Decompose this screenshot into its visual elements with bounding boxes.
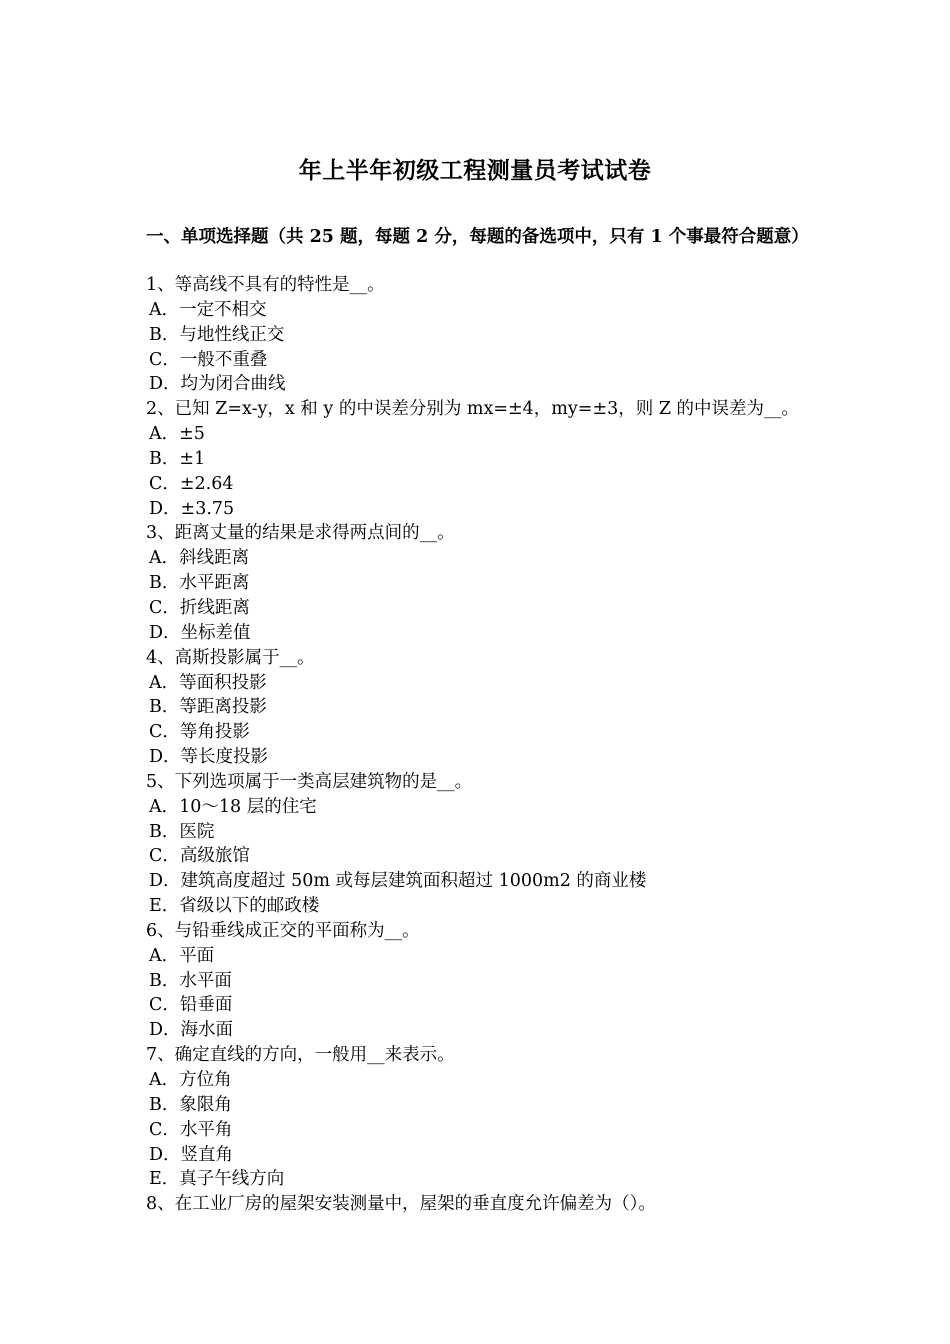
question-stem-2: 2、已知 Z=x-y，x 和 y 的中误差分别为 mx=±4，my=±3，则 Z 的中误差为__。 xyxy=(146,399,800,420)
question-1-option-2: B．与地性线正交 xyxy=(149,324,285,345)
question-stem-5: 5、下列选项属于一类高层建筑物的是__。 xyxy=(146,771,473,792)
question-2-option-1: A．±5 xyxy=(149,424,205,445)
question-2-option-2: B．±1 xyxy=(149,448,206,469)
question-stem-4: 4、高斯投影属于__。 xyxy=(146,647,315,668)
question-2-option-4: D．±3.75 xyxy=(149,498,235,519)
question-stem-7: 7、确定直线的方向，一般用__来表示。 xyxy=(146,1045,455,1066)
question-5-option-4: D．建筑高度超过 50m 或每层建筑面积超过 1000m2 的商业楼 xyxy=(149,871,647,892)
question-4-option-4: D．等长度投影 xyxy=(149,747,269,768)
question-6-option-1: A．平面 xyxy=(149,945,215,966)
question-4-option-2: B．等距离投影 xyxy=(149,697,267,718)
question-5-option-2: B．医院 xyxy=(149,821,215,842)
section-heading: 一、单项选择题（共 25 题，每题 2 分，每题的备选项中，只有 1 个事最符合题意） xyxy=(146,227,809,247)
question-7-option-5: E．真子午线方向 xyxy=(149,1169,285,1190)
question-stem-3: 3、距离丈量的结果是求得两点间的__。 xyxy=(146,523,455,544)
question-stem-6: 6、与铅垂线成正交的平面称为__。 xyxy=(146,920,420,941)
question-7-option-2: B．象限角 xyxy=(149,1094,232,1115)
question-3-option-4: D．坐标差值 xyxy=(149,622,251,643)
question-5-option-5: E．省级以下的邮政楼 xyxy=(149,896,320,917)
question-3-option-3: C．折线距离 xyxy=(149,597,250,618)
document-title: 年上半年初级工程测量员考试试卷 xyxy=(298,157,652,184)
question-list xyxy=(146,273,816,1217)
question-stem-8: 8、在工业厂房的屋架安装测量中，屋架的垂直度允许偏差为（）。 xyxy=(146,1194,656,1215)
question-4-option-1: A．等面积投影 xyxy=(149,672,267,693)
question-5-option-3: C．高级旅馆 xyxy=(149,846,250,867)
question-7-option-4: D．竖直角 xyxy=(149,1144,234,1165)
question-1-option-4: D．均为闭合曲线 xyxy=(149,374,286,395)
question-5-option-1: A．10～18 层的住宅 xyxy=(149,796,317,817)
question-1-option-3: C．一般不重叠 xyxy=(149,349,268,370)
question-stem-1: 1、等高线不具有的特性是__。 xyxy=(146,275,385,295)
question-3-option-1: A．斜线距离 xyxy=(149,548,250,569)
question-3-option-2: B．水平距离 xyxy=(149,573,250,594)
question-2-option-3: C．±2.64 xyxy=(149,473,234,494)
question-7-option-1: A．方位角 xyxy=(149,1070,232,1090)
question-7-option-3: C．水平角 xyxy=(149,1119,233,1140)
question-6-option-3: C．铅垂面 xyxy=(149,995,233,1016)
question-4-option-3: C．等角投影 xyxy=(149,722,250,743)
question-1-option-1: A．一定不相交 xyxy=(149,299,267,320)
question-6-option-2: B．水平面 xyxy=(149,970,232,991)
question-6-option-4: D．海水面 xyxy=(149,1020,234,1041)
